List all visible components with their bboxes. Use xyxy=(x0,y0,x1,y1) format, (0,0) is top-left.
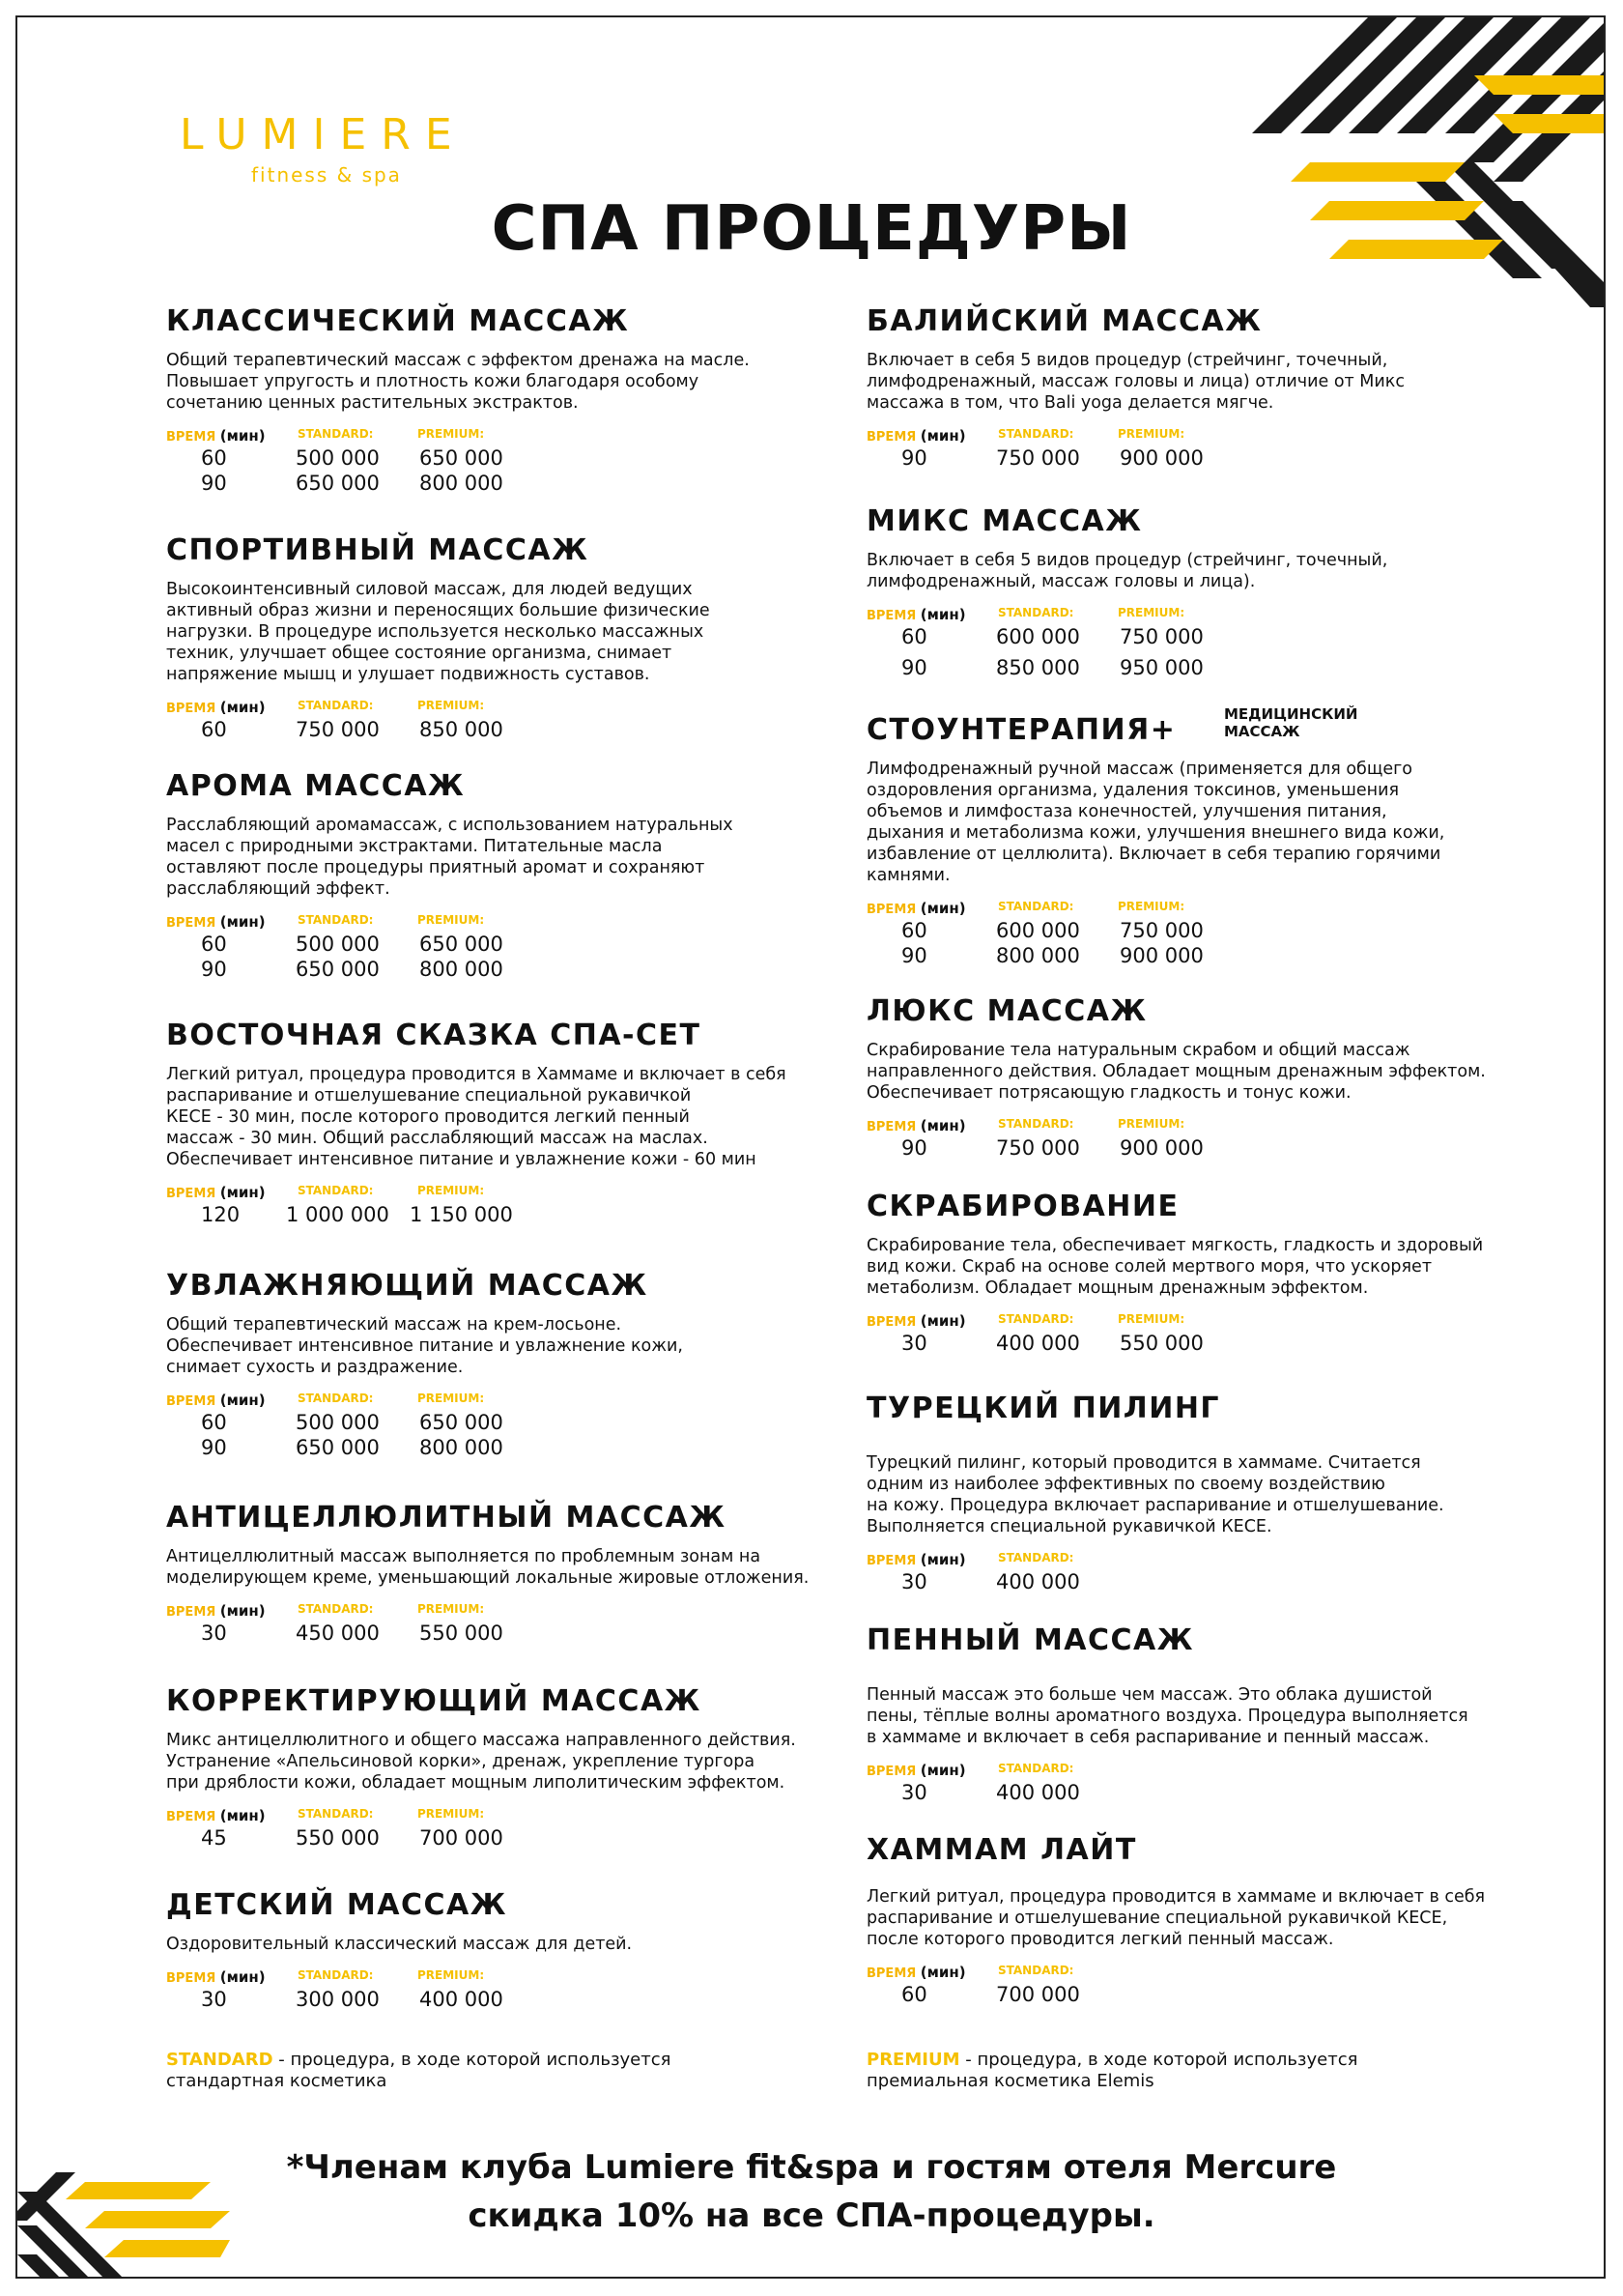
price-standard: 400 000 xyxy=(996,1781,1080,1804)
price-standard: 750 000 xyxy=(996,446,1080,470)
standard-header: STANDARD: xyxy=(298,699,374,712)
price-standard: 550 000 xyxy=(296,1826,380,1850)
price-row xyxy=(166,931,842,956)
standard-header: STANDARD: xyxy=(998,1964,1074,1977)
price-standard: 750 000 xyxy=(296,718,380,741)
price-time: 90 xyxy=(901,944,927,967)
service-item xyxy=(166,304,842,495)
price-header xyxy=(166,1807,842,1824)
price-row xyxy=(166,470,842,495)
service-item xyxy=(867,994,1543,1160)
badge-text: МЕДИЦИНСКИЙ МАССАЖ xyxy=(1224,705,1358,740)
price-header xyxy=(166,1602,842,1620)
standard-header: STANDARD: xyxy=(298,1602,374,1616)
service-title: АРОМА МАССАЖ xyxy=(166,769,466,803)
service-description: Общий терапевтический массаж на крем-лосьоне. Обеспечивает интенсивное питание и увлажнение кожи, снимает сухость и раздражение. xyxy=(166,1315,683,1377)
service-description: Высокоинтенсивный силовой массаж, для людей ведущих активный образ жизни и переносящих большие физические нагрузки. В процедуре используется несколько массажных техник, улучшает общее состояние организма, снимает напряжение мышц и улушает подвижность суставов. xyxy=(166,580,710,684)
price-premium: 900 000 xyxy=(1120,446,1204,470)
service-description: Скрабирование тела натуральным скрабом и общий массаж направленного действия. Обладает мощным дренажным эффектом. Обеспечивает потрясающую гладкость и тонус кожи. xyxy=(867,1041,1486,1103)
service-item xyxy=(166,1888,842,2011)
standard-header: STANDARD: xyxy=(998,900,1074,913)
service-item xyxy=(166,533,842,741)
price-premium: 750 000 xyxy=(1120,625,1204,648)
price-standard: 400 000 xyxy=(996,1570,1080,1593)
price-header xyxy=(867,427,1543,445)
price-header xyxy=(867,1312,1543,1330)
service-title: ДЕТСКИЙ МАССАЖ xyxy=(166,1888,507,1922)
price-premium: 800 000 xyxy=(419,958,503,981)
price-standard: 500 000 xyxy=(296,1411,380,1434)
premium-note xyxy=(867,2050,1466,2092)
service-item xyxy=(867,504,1543,679)
service-description: Расслабляющий аромамассаж, с использованием натуральных масел с природными экстрактами. Питательные масла оставляют после процедуры приятный аромат и сохраняют расслабляющий эффект. xyxy=(166,816,733,899)
price-premium: 800 000 xyxy=(419,1436,503,1459)
standard-header: STANDARD: xyxy=(998,1117,1074,1131)
premium-header: PREMIUM: xyxy=(1118,427,1185,441)
service-item xyxy=(166,1019,842,1226)
service-title: АНТИЦЕЛЛЮЛИТНЫЙ МАССАЖ xyxy=(166,1501,726,1535)
service-title: СТОУНТЕРАПИЯ+ xyxy=(867,713,1177,747)
service-title: СПОРТИВНЫЙ МАССАЖ xyxy=(166,533,589,567)
price-time: 30 xyxy=(901,1332,927,1355)
time-header: ВРЕМЯ (мин) xyxy=(166,427,266,445)
price-standard: 850 000 xyxy=(996,656,1080,679)
price-standard: 800 000 xyxy=(996,944,1080,967)
price-row xyxy=(867,942,1543,967)
price-premium: 850 000 xyxy=(419,718,503,741)
service-item xyxy=(867,1833,1543,2006)
brand-logo xyxy=(180,110,498,187)
standard-header: STANDARD: xyxy=(298,1968,374,1982)
price-header xyxy=(166,1968,842,1986)
price-premium: 750 000 xyxy=(1120,919,1204,942)
price-time: 30 xyxy=(901,1781,927,1804)
price-time: 90 xyxy=(901,1136,927,1160)
price-header xyxy=(867,1551,1543,1568)
service-item xyxy=(166,1269,842,1459)
price-row xyxy=(867,1568,1543,1593)
price-standard: 750 000 xyxy=(996,1136,1080,1160)
time-header: ВРЕМЯ (мин) xyxy=(867,1117,966,1134)
price-time: 30 xyxy=(201,1622,227,1645)
time-header: ВРЕМЯ (мин) xyxy=(166,913,266,931)
premium-header: PREMIUM: xyxy=(1118,1312,1185,1326)
price-standard: 650 000 xyxy=(296,958,380,981)
price-premium: 650 000 xyxy=(419,933,503,956)
price-header xyxy=(166,1392,842,1409)
page-title: СПА ПРОЦЕДУРЫ xyxy=(491,193,1132,265)
time-header: ВРЕМЯ (мин) xyxy=(166,1184,266,1201)
price-time: 60 xyxy=(201,1411,227,1434)
standard-header: STANDARD: xyxy=(998,1312,1074,1326)
premium-header: PREMIUM: xyxy=(417,913,485,927)
service-title: КЛАССИЧЕСКИЙ МАССАЖ xyxy=(166,304,630,338)
price-row xyxy=(166,716,842,741)
price-row xyxy=(867,1981,1543,2006)
price-standard: 700 000 xyxy=(996,1983,1080,2006)
price-row xyxy=(166,445,842,470)
time-header: ВРЕМЯ (мин) xyxy=(867,606,966,623)
price-row xyxy=(166,1986,842,2011)
time-header: ВРЕМЯ (мин) xyxy=(166,1968,266,1986)
time-header: ВРЕМЯ (мин) xyxy=(867,1964,966,1981)
price-row xyxy=(867,917,1543,942)
service-item xyxy=(867,705,1543,967)
price-premium: 550 000 xyxy=(1120,1332,1204,1355)
discount-footer xyxy=(0,2143,1623,2240)
time-header: ВРЕМЯ (мин) xyxy=(867,427,966,445)
price-time: 60 xyxy=(901,919,927,942)
premium-header: PREMIUM: xyxy=(417,1968,485,1982)
service-description: Микс антицеллюлитного и общего массажа направленного действия. Устранение «Апельсиновой корки», дренаж, укрепление тургора при дряблости кожи, обладает мощным липолитическим эффектом. xyxy=(166,1731,796,1793)
price-row xyxy=(867,445,1543,470)
price-time: 90 xyxy=(901,446,927,470)
price-header xyxy=(166,427,842,445)
service-description: Оздоровительный классический массаж для детей. xyxy=(166,1935,633,1954)
price-standard: 650 000 xyxy=(296,1436,380,1459)
service-item xyxy=(166,1501,842,1645)
time-header: ВРЕМЯ (мин) xyxy=(867,900,966,917)
service-title: УВЛАЖНЯЮЩИЙ МАССАЖ xyxy=(166,1269,648,1303)
price-time: 90 xyxy=(201,472,227,495)
price-standard: 500 000 xyxy=(296,446,380,470)
service-title: ПЕННЫЙ МАССАЖ xyxy=(867,1623,1194,1657)
brand-name: LUMIERE xyxy=(180,110,467,159)
standard-header: STANDARD: xyxy=(298,1184,374,1197)
service-description: Турецкий пилинг, который проводится в хаммаме. Считается одним из наиболее эффективных по своему воздействию на кожу. Процедура включает распаривание и отшелушевание. Выполняется специальной рукавичкой КЕСЕ. xyxy=(867,1453,1444,1536)
price-time: 90 xyxy=(201,958,227,981)
price-time: 60 xyxy=(201,933,227,956)
price-time: 60 xyxy=(201,446,227,470)
price-premium: 400 000 xyxy=(419,1988,503,2011)
price-row xyxy=(166,1620,842,1645)
price-premium: 900 000 xyxy=(1120,944,1204,967)
price-time: 30 xyxy=(201,1988,227,2011)
premium-header: PREMIUM: xyxy=(417,1184,485,1197)
price-header xyxy=(867,1762,1543,1779)
service-description: Антицеллюлитный массаж выполняется по проблемным зонам на моделирующем креме, уменьшающий локальные жировые отложения. xyxy=(166,1547,810,1588)
standard-header: STANDARD: xyxy=(998,606,1074,619)
service-description: Легкий ритуал, процедура проводится в хаммаме и включает в себя распаривание и отшелушевание специальной рукавичкой КЕСЕ, после которого проводится легкий пенный массаж. xyxy=(867,1887,1486,1949)
standard-header: STANDARD: xyxy=(998,427,1074,441)
medical-massage-badge xyxy=(1224,705,1358,740)
price-standard: 600 000 xyxy=(996,919,1080,942)
premium-header: PREMIUM: xyxy=(417,1807,485,1821)
premium-note-key: PREMIUM xyxy=(867,2050,960,2070)
price-row xyxy=(867,654,1543,679)
price-premium: 950 000 xyxy=(1120,656,1204,679)
price-row xyxy=(166,1201,842,1226)
price-row xyxy=(166,1409,842,1434)
price-time: 90 xyxy=(901,656,927,679)
price-premium: 650 000 xyxy=(419,1411,503,1434)
price-standard: 1 000 000 xyxy=(286,1203,389,1226)
price-header xyxy=(867,1964,1543,1981)
price-row xyxy=(867,1779,1543,1804)
price-time: 120 xyxy=(201,1203,241,1226)
service-item xyxy=(867,304,1543,470)
premium-header: PREMIUM: xyxy=(417,699,485,712)
service-title: СКРАБИРОВАНИЕ xyxy=(867,1190,1180,1223)
premium-header: PREMIUM: xyxy=(1118,900,1185,913)
price-premium: 550 000 xyxy=(419,1622,503,1645)
footer-line-1: *Членам клуба Lumiere fit&spa и гостям отеля Mercure xyxy=(286,2148,1337,2187)
service-description: Скрабирование тела, обеспечивает мягкость, гладкость и здоровый вид кожи. Скраб на основе солей мертвого моря, что ускоряет метаболизм. Обладает мощным дренажным эффектом. xyxy=(867,1236,1484,1298)
time-header: ВРЕМЯ (мин) xyxy=(867,1312,966,1330)
service-title: БАЛИЙСКИЙ МАССАЖ xyxy=(867,304,1263,338)
price-header xyxy=(166,1184,842,1201)
price-time: 30 xyxy=(901,1570,927,1593)
service-description: Включает в себя 5 видов процедур (стрейчинг, точечный, лимфодренажный, массаж головы и лица) отличие от Микс массажа в том, что Bali yoga делается мягче. xyxy=(867,351,1405,413)
time-header: ВРЕМЯ (мин) xyxy=(166,1392,266,1409)
service-item xyxy=(166,769,842,981)
service-description: Легкий ритуал, процедура проводится в Хаммаме и включает в себя распаривание и отшелушевание специальной рукавичкой КЕСЕ - 30 мин, после которого проводится легкий пенный массаж - 30 мин. Общий расслабляющий массаж на маслах. Обеспечивает интенсивное питание и увлажнение кожи - 60 мин xyxy=(166,1065,786,1169)
standard-note-key: STANDARD xyxy=(166,2050,273,2070)
price-row xyxy=(166,956,842,981)
service-description: Включает в себя 5 видов процедур (стрейчинг, точечный, лимфодренажный, массаж головы и лица). xyxy=(867,551,1388,591)
price-standard: 650 000 xyxy=(296,472,380,495)
time-header: ВРЕМЯ (мин) xyxy=(166,1602,266,1620)
service-description: Общий терапевтический массаж с эффектом дренажа на масле. Повышает упругость и плотность кожи благодаря особому сочетанию ценных растительных экстрактов. xyxy=(166,351,750,413)
footer-line-2: скидка 10% на все СПА-процедуры. xyxy=(468,2196,1155,2235)
brand-tagline: fitness & spa xyxy=(251,163,402,187)
standard-header: STANDARD: xyxy=(998,1762,1074,1775)
premium-header: PREMIUM: xyxy=(1118,1117,1185,1131)
service-item xyxy=(867,1623,1543,1804)
service-description: Пенный массаж это больше чем массаж. Это облака душистой пены, тёплые волны ароматного воздуха. Процедура выполняется в хаммаме и включает в себя распаривание и пенный массаж. xyxy=(867,1685,1468,1747)
price-row xyxy=(867,1330,1543,1355)
price-header xyxy=(867,606,1543,623)
standard-note-text: - процедура, в ходе которой используется стандартная косметика xyxy=(166,2050,671,2091)
price-header xyxy=(867,1117,1543,1134)
price-header xyxy=(166,913,842,931)
service-description: Лимфодренажный ручной массаж (применяется для общего оздоровления организма, удаления токсинов, уменьшения объемов и лимфостаза конечностей, улучшения питания, дыхания и метаболизма кожи, улучшения внешнего вида кожи, избавление от целлюлита). Включает в себя терапию горячими камнями. xyxy=(867,760,1445,885)
price-row xyxy=(867,623,1543,654)
time-header: ВРЕМЯ (мин) xyxy=(867,1762,966,1779)
service-title: МИКС МАССАЖ xyxy=(867,504,1143,538)
time-header: ВРЕМЯ (мин) xyxy=(867,1551,966,1568)
price-time: 60 xyxy=(901,625,927,648)
price-standard: 500 000 xyxy=(296,933,380,956)
price-time: 90 xyxy=(201,1436,227,1459)
service-item xyxy=(867,1392,1543,1593)
price-time: 60 xyxy=(901,1983,927,2006)
service-title: ТУРЕЦКИЙ ПИЛИНГ xyxy=(867,1392,1221,1425)
time-header: ВРЕМЯ (мин) xyxy=(166,699,266,716)
price-standard: 400 000 xyxy=(996,1332,1080,1355)
price-premium: 650 000 xyxy=(419,446,503,470)
service-item xyxy=(166,1684,842,1850)
service-item xyxy=(867,1190,1543,1355)
premium-header: PREMIUM: xyxy=(417,1602,485,1616)
price-header xyxy=(166,699,842,716)
price-time: 60 xyxy=(201,718,227,741)
price-header xyxy=(867,900,1543,917)
time-header: ВРЕМЯ (мин) xyxy=(166,1807,266,1824)
service-title: КОРРЕКТИРУЮЩИЙ МАССАЖ xyxy=(166,1684,701,1718)
price-row xyxy=(166,1824,842,1850)
premium-header: PREMIUM: xyxy=(1118,606,1185,619)
standard-header: STANDARD: xyxy=(298,427,374,441)
price-premium: 900 000 xyxy=(1120,1136,1204,1160)
premium-header: PREMIUM: xyxy=(417,427,485,441)
price-standard: 300 000 xyxy=(296,1988,380,2011)
premium-note-text: - процедура, в ходе которой используется премиальная косметика Elemis xyxy=(867,2050,1358,2091)
standard-header: STANDARD: xyxy=(298,1392,374,1405)
price-premium: 1 150 000 xyxy=(410,1203,513,1226)
price-row xyxy=(166,1434,842,1459)
service-title: ЛЮКС МАССАЖ xyxy=(867,994,1148,1028)
price-standard: 450 000 xyxy=(296,1622,380,1645)
price-standard: 600 000 xyxy=(996,625,1080,648)
price-premium: 700 000 xyxy=(419,1826,503,1850)
service-title: ХАММАМ ЛАЙТ xyxy=(867,1833,1137,1867)
price-row xyxy=(867,1134,1543,1160)
service-title: ВОСТОЧНАЯ СКАЗКА СПА-СЕТ xyxy=(166,1019,701,1052)
standard-header: STANDARD: xyxy=(298,1807,374,1821)
price-time: 45 xyxy=(201,1826,227,1850)
standard-header: STANDARD: xyxy=(298,913,374,927)
price-premium: 800 000 xyxy=(419,472,503,495)
standard-header: STANDARD: xyxy=(998,1551,1074,1564)
premium-header: PREMIUM: xyxy=(417,1392,485,1405)
standard-note xyxy=(166,2050,765,2092)
